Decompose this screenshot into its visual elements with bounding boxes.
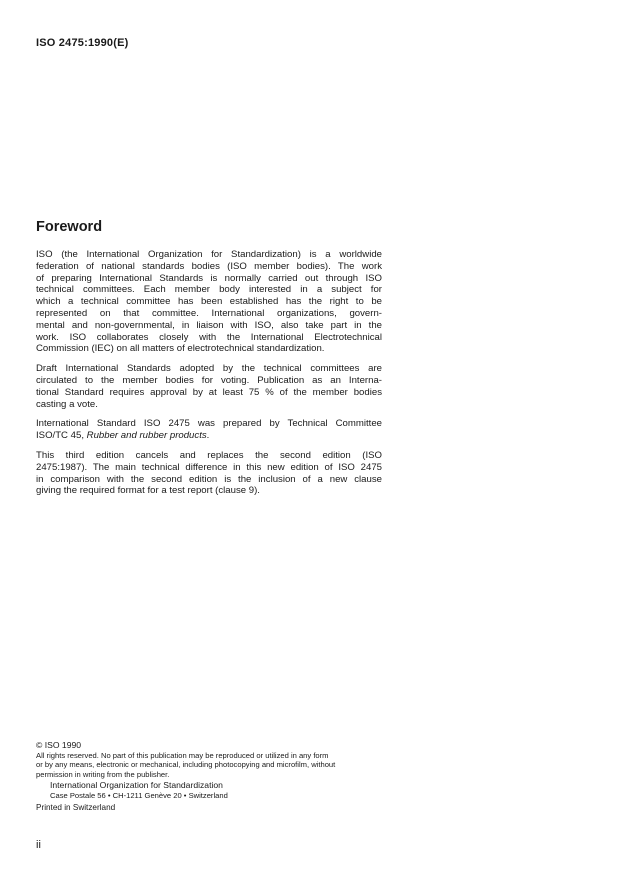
text-line: casting a vote. [36, 398, 98, 410]
text-line: which a technical committee has been established has the right to be [36, 296, 382, 308]
publisher-name: International Organization for Standardization [50, 780, 223, 791]
text-line: represented on that committee. International organizations, govern- [36, 307, 382, 319]
foreword-paragraph-1 [36, 249, 382, 355]
text-line: tional Standard requires approval by at least 75 % of the member bodies [36, 386, 382, 398]
text-line: of preparing International Standards is normally carried out through ISO [36, 272, 382, 284]
foreword-paragraph-3 [36, 418, 382, 442]
document-id: ISO 2475:1990(E) [36, 37, 129, 49]
text-line: All rights reserved. No part of this publication may be reproduced or utilized in any form [36, 750, 329, 760]
foreword-body [36, 249, 382, 505]
foreword-paragraph-2 [36, 363, 382, 410]
text-line: giving the required format for a test report (clause 9). [36, 485, 260, 497]
text-line: 2475:1987). The main technical difference in this new edition of ISO 2475 [36, 461, 382, 473]
publisher-address: Case Postale 56 • CH-1211 Genève 20 • Switzerland [50, 790, 228, 800]
text-line: mental and non-governmental, in liaison with ISO, also take part in the [36, 319, 382, 331]
copyright-notice: © ISO 1990 [36, 740, 82, 750]
sentence-end: . [206, 430, 210, 442]
section-title: Foreword [36, 219, 103, 235]
publisher-block [50, 781, 386, 800]
printed-in: Printed in Switzerland [36, 802, 116, 812]
copyright-footer [36, 741, 386, 812]
text-line [36, 430, 382, 442]
text-line: or by any means, electronic or mechanical, including photocopying and microfilm, without [36, 760, 336, 770]
text-line: This third edition cancels and replaces the second edition (ISO [36, 449, 382, 461]
text-line: Commission (IEC) on all matters of electrotechnical standardization. [36, 343, 325, 355]
text-line: federation of national standards bodies (ISO member bodies). The work [36, 260, 382, 272]
committee-ref: ISO/TC 45, [36, 430, 87, 442]
text-line: work. ISO collaborates closely with the International Electrotechnical [36, 331, 382, 343]
text-line: in comparison with the second edition is the inclusion of a new clause [36, 473, 382, 485]
text-line: Draft International Standards adopted by the technical committees are [36, 363, 382, 375]
page-number: ii [36, 839, 41, 851]
text-line: International Standard ISO 2475 was prepared by Technical Committee [36, 418, 382, 430]
text-line: ISO (the International Organization for Standardization) is a worldwide [36, 249, 382, 260]
committee-title: Rubber and rubber products [86, 430, 207, 442]
text-line: permission in writing from the publisher. [36, 769, 170, 779]
rights-statement [36, 751, 386, 780]
text-line: technical committees. Each member body interested in a subject for [36, 284, 382, 296]
foreword-paragraph-4 [36, 450, 382, 497]
text-line: circulated to the member bodies for voting. Publication as an Interna- [36, 374, 382, 386]
